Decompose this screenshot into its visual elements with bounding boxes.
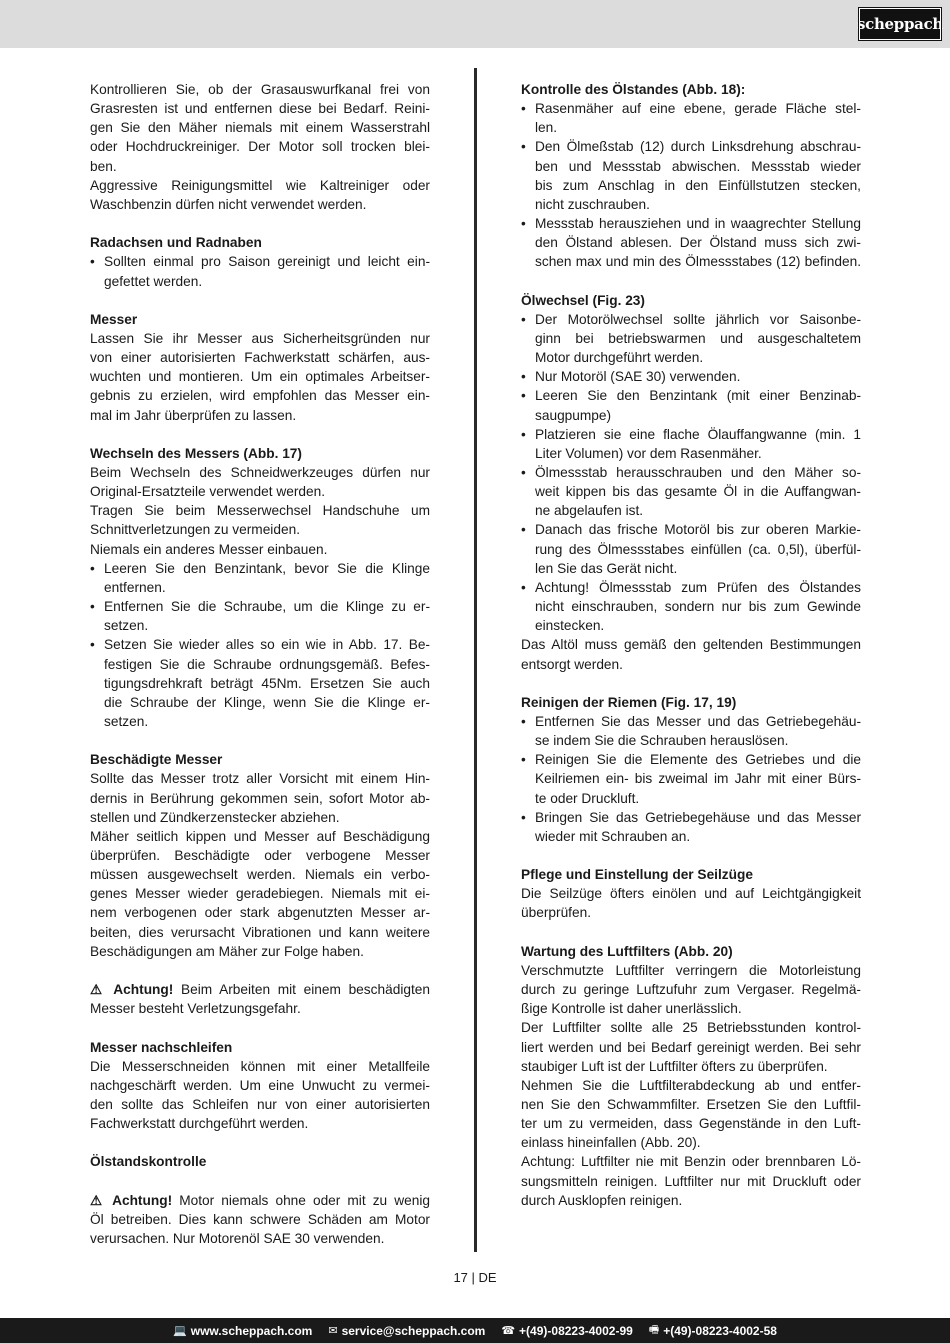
- line-text: Messer nachschleifen: [90, 1039, 233, 1055]
- line-text: nachgeschärft werden. Um eine Unwucht zu vermei-: [90, 1077, 430, 1093]
- line-text: oder Hochdruckreiniger. Der Motor soll trocken blei-: [90, 139, 430, 155]
- line-text: Original-Ersatzteile verwendet werden.: [90, 484, 326, 500]
- line-text: überprüfen.: [521, 905, 592, 921]
- phone-icon: ☎: [501, 1325, 516, 1337]
- line-text: festigen Sie die Schraube ordnungsgemäß. Befes-: [104, 656, 430, 672]
- text-line: [90, 980, 430, 999]
- text-line: [90, 942, 430, 961]
- text-line: [521, 1133, 861, 1152]
- text-line: [90, 1076, 430, 1095]
- bullet-icon: •: [521, 101, 526, 117]
- line-text: schen max und min des Ölmessstabes (12) befinden.: [535, 254, 861, 270]
- line-text: len Sie das Gerät nicht.: [535, 560, 678, 576]
- bullet-icon: •: [521, 752, 526, 768]
- text-line: [521, 176, 861, 195]
- text-line: [90, 827, 430, 846]
- line-text: Nur Motoröl (SAE 30) verwenden.: [535, 369, 741, 385]
- bullet-icon: •: [521, 579, 526, 595]
- bullet-item: [521, 367, 861, 386]
- text-line: [521, 635, 861, 654]
- text-line: [90, 348, 430, 367]
- line-text: gebnis zu erzielen, wird empfohlen das Messer ein-: [90, 388, 430, 404]
- line-text: Die Messerschneiden können mit einer Metallfeile: [90, 1058, 430, 1074]
- line-text: Beschädigungen am Mäher zur Folge haben.: [90, 943, 364, 959]
- line-text: te oder Druckluft.: [535, 790, 640, 806]
- line-text: ßige Kontrolle ist daher unerlässlich.: [521, 1001, 742, 1017]
- line-text: Leeren Sie den Benzintank (mit einer Benzinab-: [535, 388, 861, 404]
- bullet-icon: •: [521, 465, 526, 480]
- line-text: Der Luftfilter sollte alle 25 Betriebsstunden kontrol-: [521, 1020, 861, 1036]
- text-line: [521, 157, 861, 176]
- line-text: Messstab herausziehen und in waagrechter Stellung: [535, 216, 861, 232]
- text-line: [90, 195, 430, 214]
- line-text: Pflege und Einstellung der Seilzüge: [521, 867, 753, 883]
- text-line: [521, 118, 861, 137]
- line-text: stellen und Zündkerzenstecker abziehen.: [90, 809, 340, 825]
- section-heading: [90, 444, 430, 463]
- bullet-item: [90, 559, 430, 578]
- footer-bar: [0, 1318, 950, 1343]
- text-line: [90, 99, 430, 118]
- bullet-item: [521, 310, 861, 329]
- line-text: Schnittverletzungen zu vermeiden.: [90, 522, 300, 538]
- line-text: Ölwechsel (Fig. 23): [521, 292, 645, 308]
- line-text: Das Altöl muss gemäß den geltenden Bestimmungen: [521, 637, 861, 653]
- line-text: liert werden und bei Bedarf gereinigt werden. Bei sehr: [521, 1039, 861, 1055]
- line-text: Lassen Sie ihr Messer aus Sicherheitsgründen nur: [90, 330, 430, 346]
- line-text: Beschädigte Messer: [90, 752, 223, 768]
- header-bar: [0, 0, 950, 48]
- line-text: Ölmessstab herausschrauben und den Mäher so-: [535, 465, 861, 480]
- text-line: [521, 1018, 861, 1037]
- text-line: [90, 1191, 430, 1210]
- line-text: nem verbogenen oder stark abgenutzten Messer ar-: [90, 905, 430, 921]
- text-line: [521, 1114, 861, 1133]
- text-line: [521, 903, 861, 922]
- line-text: ginn bei betriebswarmen und ausgeschaltetem: [535, 330, 861, 346]
- line-text: Sollte das Messer trotz aller Vorsicht mit einem Hin-: [90, 771, 430, 787]
- line-text: gefettet werden.: [104, 273, 203, 289]
- section-heading: [90, 750, 430, 769]
- text-line: [521, 329, 861, 348]
- section-heading: [90, 233, 430, 252]
- bullet-icon: •: [521, 809, 526, 825]
- section-heading: [90, 1038, 430, 1057]
- line-text: beiten, dies verursacht Vibrationen und kann weitere: [90, 924, 430, 940]
- text-line: [90, 923, 430, 942]
- text-line: [521, 616, 861, 635]
- line-text: ben.: [90, 158, 117, 174]
- line-text: staubiger Luft ist der Luftfilter öfters zu überprüfen.: [521, 1058, 828, 1074]
- line-text: dernis in Berührung gekommen sein, sofort Motor ab-: [90, 790, 430, 806]
- line-text: bis zum Anschlag in den Einfüllstutzen stecken,: [535, 177, 861, 193]
- text-line: [90, 1114, 430, 1133]
- text-line: [90, 769, 430, 788]
- line-text: nen Sie den Schwammfilter. Ersetzen Sie den Luftfil-: [521, 1096, 861, 1112]
- text-line: [521, 789, 861, 808]
- line-text: Liter Volumen) vor dem Rasenmäher.: [535, 445, 762, 461]
- line-text: entfernen.: [104, 579, 166, 595]
- text-line: [90, 616, 430, 635]
- scheppach-logo: scheppach: [859, 8, 941, 40]
- line-text: Der Motorölwechsel sollte jährlich vor Saisonbe-: [535, 311, 861, 327]
- line-text: Platzieren sie eine flache Ölauffangwanne (min. 1: [535, 426, 861, 442]
- text-line: [521, 655, 861, 674]
- text-line: [521, 999, 861, 1018]
- line-text: rung des Ölmessstabes einfüllen (ca. 0,5l), überfül-: [535, 541, 861, 557]
- line-text: wieder mit Schrauben an.: [535, 828, 691, 844]
- text-line: [90, 1229, 430, 1248]
- line-text: Achtung! Ölmessstab zum Prüfen des Ölstandes: [535, 579, 861, 595]
- line-text: einlass hineinfallen (Abb. 20).: [521, 1135, 701, 1151]
- bullet-item: [521, 137, 861, 156]
- line-text: Fachwerkstatt durchgeführt werden.: [90, 1116, 309, 1132]
- text-line: [521, 769, 861, 788]
- text-line: [90, 157, 430, 176]
- warning-label: ⚠ Achtung!: [90, 982, 181, 998]
- text-line: [521, 597, 861, 616]
- text-line: [90, 674, 430, 693]
- text-line: [521, 1191, 861, 1210]
- mail-icon: ✉: [328, 1325, 338, 1337]
- bullet-icon: •: [90, 599, 95, 615]
- bullet-item: [521, 386, 861, 405]
- text-line: [90, 367, 430, 386]
- text-line: [521, 444, 861, 463]
- text-line: [90, 884, 430, 903]
- text-line: [90, 578, 430, 597]
- bullet-icon: •: [521, 216, 526, 232]
- bullet-item: [521, 520, 861, 539]
- line-text: Mäher seitlich kippen und Messer auf Beschädigung: [90, 828, 430, 844]
- bullet-item: [90, 252, 430, 271]
- line-text: genes Messer wieder geradebiegen. Niemals mit ei-: [90, 886, 430, 902]
- line-text: ter um zu vermeiden, dass Gegenstände in den Luft-: [521, 1116, 861, 1132]
- bullet-icon: •: [521, 522, 526, 538]
- line-text: Keilriemen ein- bis zweimal im Jahr mit einer Bürs-: [535, 771, 861, 787]
- line-text: von einer autorisierten Fachwerkstatt schärfen, aus-: [90, 350, 430, 366]
- text-line: [90, 846, 430, 865]
- line-text: Radachsen und Radnaben: [90, 235, 262, 251]
- bullet-icon: •: [521, 139, 526, 155]
- line-text: Entfernen Sie die Schraube, um die Klinge zu er-: [104, 599, 430, 615]
- line-text: setzen.: [104, 713, 149, 729]
- line-text: durch Ausklopfen reinigen.: [521, 1192, 683, 1208]
- line-text: Reinigen der Riemen (Fig. 17, 19): [521, 694, 737, 710]
- line-text: Aggressive Reinigungsmittel wie Kaltreiniger oder: [90, 177, 430, 193]
- bullet-icon: •: [521, 713, 526, 729]
- line-text: einstecken.: [535, 618, 605, 634]
- text-line: [90, 540, 430, 559]
- text-line: [521, 1172, 861, 1191]
- line-text: sungsmitteln reinigen. Luftfilter nur mit Druckluft oder: [521, 1173, 861, 1189]
- line-text: Niemals ein anderes Messer einbauen.: [90, 541, 328, 557]
- line-text: Grasresten ist und entfernen diese bei Bedarf. Reini-: [90, 101, 430, 117]
- text-line: [90, 712, 430, 731]
- text-line: [90, 520, 430, 539]
- line-text: Nehmen Sie die Luftfilterabdeckung ab und entfer-: [521, 1077, 861, 1093]
- text-line: [521, 406, 861, 425]
- page-number: 17 | DE: [453, 1270, 497, 1285]
- warning-label: ⚠ Achtung!: [90, 1192, 180, 1208]
- line-text: tigungsdrehkraft beträgt 45Nm. Ersetzen Sie auch: [104, 675, 430, 691]
- line-text: Setzen Sie wieder alles so ein wie in Abb. 17. Be-: [104, 637, 430, 653]
- text-line: [90, 808, 430, 827]
- bullet-item: [521, 463, 861, 482]
- line-text: Die Seilzüge öfters einölen und auf Leichtgängigkeit: [521, 886, 861, 902]
- bullet-item: [90, 597, 430, 616]
- footer-phone[interactable]: ☎ +(49)-08223-4002-99: [501, 1323, 633, 1338]
- line-text: se indem Sie die Schrauben herauslösen.: [535, 733, 789, 749]
- computer-icon: 💻: [173, 1325, 187, 1337]
- line-text: ne abgelaufen ist.: [535, 503, 644, 519]
- footer-web[interactable]: 💻 www.scheppach.com: [173, 1323, 313, 1338]
- section-heading: [521, 942, 861, 961]
- text-line: [521, 961, 861, 980]
- text-line: [521, 501, 861, 520]
- text-line: [90, 386, 430, 405]
- line-text: ben und Messstab abwischen. Messstab wieder: [535, 158, 861, 174]
- footer-mail[interactable]: ✉ service@scheppach.com: [328, 1323, 486, 1338]
- bullet-icon: •: [521, 426, 526, 442]
- line-text: Verschmutzte Luftfilter verringern die Motorleistung: [521, 962, 861, 978]
- text-line: [521, 1076, 861, 1095]
- line-text: überprüfen. Beschädigte oder verbogene Messer: [90, 848, 430, 863]
- text-line: [90, 176, 430, 195]
- text-line: [90, 272, 430, 291]
- text-line: [521, 827, 861, 846]
- bullet-item: [521, 750, 861, 769]
- line-text: Motor niemals ohne oder mit zu wenig: [179, 1192, 430, 1208]
- line-text: müssen ausgewechselt werden. Niemals ein verbo-: [90, 867, 430, 883]
- line-text: Beim Wechseln des Schneidwerkzeuges dürfen nur: [90, 465, 430, 480]
- line-text: Den Ölmeßstab (12) durch Linksdrehung abschrau-: [535, 139, 861, 155]
- line-text: entsorgt werden.: [521, 656, 623, 672]
- text-line: [90, 903, 430, 922]
- text-line: [90, 406, 430, 425]
- section-heading: [90, 310, 430, 329]
- line-text: Motor durchgeführt werden.: [535, 350, 704, 366]
- text-line: [90, 865, 430, 884]
- text-line: [521, 731, 861, 750]
- bullet-item: [90, 635, 430, 654]
- line-text: gen Sie den Mäher niemals mit einem Wasserstrahl: [90, 120, 430, 136]
- text-line: [521, 980, 861, 999]
- line-text: Öl betreiben. Dies kann schwere Schäden am Motor: [90, 1211, 430, 1227]
- line-text: den sollte das Schleifen nur von einer autorisierten: [90, 1096, 430, 1112]
- bullet-item: [521, 578, 861, 597]
- line-text: nicht einschrauben, sondern nur bis zum Gewinde: [535, 599, 861, 615]
- line-text: Reinigen Sie die Elemente des Getriebes und die: [535, 752, 861, 768]
- text-line: [521, 1152, 861, 1171]
- section-heading: [90, 1152, 430, 1171]
- text-line: [90, 463, 430, 482]
- line-text: len.: [535, 120, 558, 136]
- line-text: Kontrolle des Ölstandes (Abb. 18):: [521, 82, 746, 97]
- text-line: [90, 501, 430, 520]
- text-line: [90, 999, 430, 1018]
- line-text: Messer besteht Verletzungsgefahr.: [90, 1001, 301, 1017]
- line-text: Messer: [90, 311, 138, 327]
- text-line: [521, 1095, 861, 1114]
- line-text: Bringen Sie das Getriebegehäuse und das Messer: [535, 809, 861, 825]
- bullet-icon: •: [90, 637, 95, 653]
- text-line: [521, 1057, 861, 1076]
- fax-icon: 🖷: [648, 1324, 660, 1336]
- bullet-item: [521, 808, 861, 827]
- text-line: [90, 789, 430, 808]
- text-line: [521, 884, 861, 903]
- text-line: [90, 80, 430, 99]
- line-text: Tragen Sie beim Messerwechsel Handschuhe um: [90, 503, 430, 519]
- line-text: Kontrollieren Sie, ob der Grasauswurfkanal frei von: [90, 82, 430, 97]
- section-heading: [521, 291, 861, 310]
- text-line: [521, 233, 861, 252]
- text-line: [90, 1057, 430, 1076]
- text-line: [521, 1038, 861, 1057]
- section-heading: [521, 693, 861, 712]
- line-text: durch zu geringe Luftzufuhr zum Vergaser. Regelmä-: [521, 982, 861, 998]
- bullet-icon: •: [521, 369, 526, 385]
- section-heading: [521, 80, 861, 99]
- column-divider: [474, 68, 477, 1252]
- line-text: nicht zuschrauben.: [535, 196, 650, 212]
- line-text: die Schraube der Klinge, wenn Sie die Klinge er-: [104, 694, 430, 710]
- line-text: weit kippen bis das gesamte Öl in die Auffangwan-: [535, 484, 861, 500]
- bullet-icon: •: [521, 311, 526, 327]
- line-text: wuchten und montieren. Um ein optimales Arbeitser-: [90, 369, 430, 385]
- text-line: [90, 137, 430, 156]
- text-line: [521, 482, 861, 501]
- bullet-item: [521, 425, 861, 444]
- text-line: [521, 195, 861, 214]
- line-text: Danach das frische Motoröl bis zur oberen Markie-: [535, 522, 861, 538]
- text-line: [521, 252, 861, 271]
- line-text: Beim Arbeiten mit einem beschädigten: [181, 982, 430, 998]
- text-line: [90, 655, 430, 674]
- text-line: [90, 118, 430, 137]
- text-line: [521, 540, 861, 559]
- line-text: Rasenmäher auf eine ebene, gerade Fläche stel-: [535, 101, 861, 117]
- text-line: [521, 348, 861, 367]
- text-line: [521, 559, 861, 578]
- line-text: Leeren Sie den Benzintank, bevor Sie die Klinge: [104, 560, 430, 576]
- line-text: Entfernen Sie das Messer und das Getriebegehäu-: [535, 713, 861, 729]
- line-text: Waschbenzin dürfen nicht verwendet werden.: [90, 196, 367, 212]
- line-text: den Ölstand ablesen. Der Ölstand muss sich zwi-: [535, 235, 861, 251]
- text-line: [90, 1095, 430, 1114]
- text-line: [90, 329, 430, 348]
- line-text: Ölstandskontrolle: [90, 1154, 207, 1170]
- bullet-item: [521, 712, 861, 731]
- text-line: [90, 482, 430, 501]
- bullet-item: [521, 99, 861, 118]
- line-text: verursachen. Nur Motorenöl SAE 30 verwenden.: [90, 1231, 385, 1246]
- text-line: [90, 693, 430, 712]
- line-text: mal im Jahr überprüfen zu lassen.: [90, 407, 297, 423]
- footer-fax: 🖷 +(49)-08223-4002-58: [649, 1321, 777, 1340]
- section-heading: [521, 865, 861, 884]
- line-text: Wartung des Luftfilters (Abb. 20): [521, 943, 733, 959]
- line-text: setzen.: [104, 618, 149, 634]
- line-text: Achtung: Luftfilter nie mit Benzin oder brennbaren Lö-: [521, 1154, 861, 1170]
- text-line: [90, 1210, 430, 1229]
- line-text: Wechseln des Messers (Abb. 17): [90, 445, 302, 461]
- bullet-icon: •: [90, 560, 95, 576]
- bullet-icon: •: [521, 388, 526, 404]
- line-text: saugpumpe): [535, 407, 612, 423]
- bullet-item: [521, 214, 861, 233]
- line-text: Sollten einmal pro Saison gereinigt und leicht ein-: [104, 254, 430, 270]
- bullet-icon: •: [90, 254, 95, 270]
